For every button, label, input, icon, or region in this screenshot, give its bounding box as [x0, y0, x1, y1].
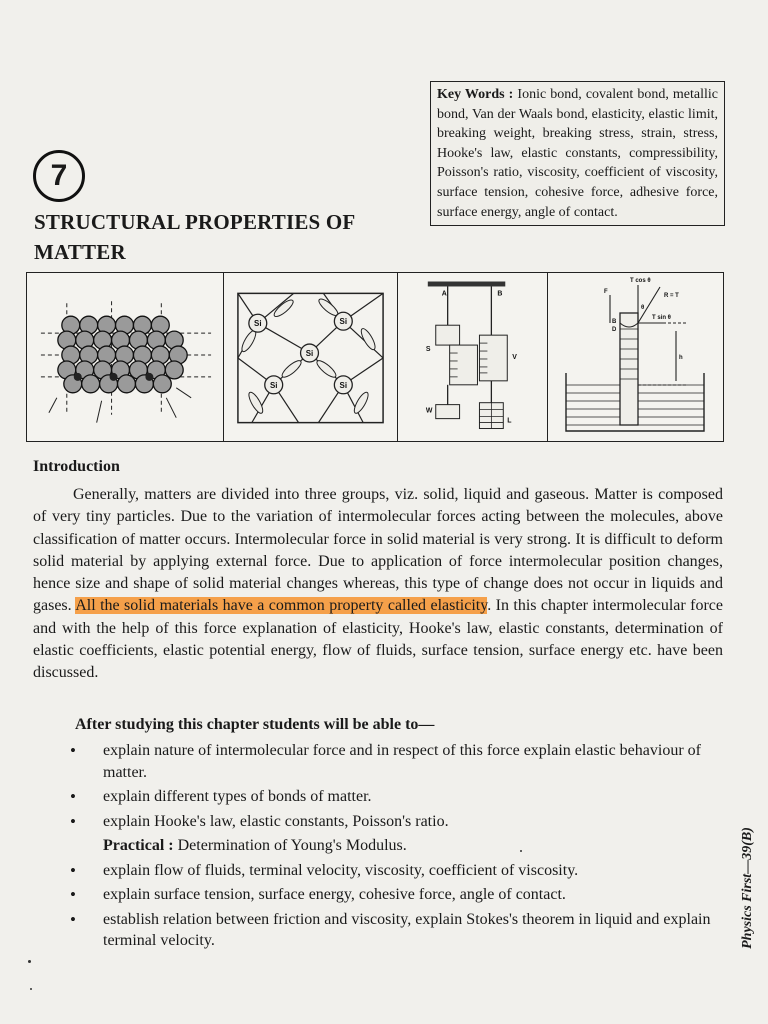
list-item: • explain surface tension, surface energy, cohesive force, angle of contact.: [65, 884, 725, 906]
list-item: • explain flow of fluids, terminal velocity, viscosity, coefficient of viscosity.: [65, 860, 725, 882]
highlighted-sentence: All the solid materials have a common property called elasticity: [75, 597, 488, 615]
crystal-lattice-illustration: [27, 273, 223, 441]
label-theta: θ: [641, 305, 645, 311]
searle-apparatus-illustration: [398, 273, 547, 441]
chapter-number-badge: [33, 150, 85, 202]
chapter-number: 7: [50, 159, 68, 192]
key-words-text: Ionic bond, covalent bond, metallic bond, Van der Waals bond, elasticity, elastic limit, breaking weight, breaking stress, strain, stress, Hooke's law, elastic constants, compressibility, Poisson's ratio, viscosity, coefficient of viscosity, surface tension, cohesive force, adhesive force, surface energy, angle of contact.: [437, 87, 718, 220]
introduction-heading: Introduction: [33, 458, 120, 475]
page-reference: Physics First—39(B): [740, 827, 755, 949]
chapter-title: [34, 207, 414, 267]
capillary-rise-illustration: [548, 273, 722, 441]
label-b: B: [612, 319, 617, 325]
list-item: • explain different types of bonds of matter.: [65, 786, 725, 808]
si-label: Si: [254, 319, 262, 329]
label-l: L: [507, 417, 512, 425]
learning-outcomes-list: [65, 740, 725, 955]
key-words-box: [430, 81, 725, 226]
figure-crystal-lattice: [27, 273, 224, 441]
si-label: Si: [339, 380, 348, 390]
list-item: • establish relation between friction and viscosity, explain Stokes's theorem in liquid and explain terminal velocity.: [65, 909, 725, 952]
label-s: S: [425, 346, 431, 354]
figure-strip: [26, 272, 724, 442]
si-label: Si: [305, 349, 314, 359]
label-t-cos: T cos θ: [630, 278, 651, 284]
label-f: F: [604, 289, 608, 295]
label-r-eq-t: R = T: [664, 293, 679, 299]
scan-speck: [30, 988, 32, 990]
practical-item: [65, 835, 725, 857]
chapter-title-line2: MATTER: [34, 240, 126, 264]
page-footer: [738, 808, 758, 968]
label-t-sin: T sin θ: [652, 315, 671, 321]
scan-speck: [520, 850, 522, 852]
si-label: Si: [269, 380, 278, 390]
list-item: • explain nature of intermolecular force and in respect of this force explain elastic behaviour of matter.: [65, 740, 725, 783]
introduction-paragraph: [33, 484, 723, 685]
learning-outcomes-heading: After studying this chapter students will be able to—: [75, 716, 435, 733]
label-b: B: [497, 290, 503, 298]
label-v: V: [512, 353, 517, 361]
chapter-title-line1: STRUCTURAL PROPERTIES OF: [34, 210, 356, 234]
scan-speck: [28, 960, 31, 963]
practical-label: Practical :: [103, 837, 174, 854]
label-a: A: [441, 290, 447, 298]
key-words-label: Key Words :: [437, 87, 514, 102]
label-h: h: [679, 355, 683, 361]
label-d: D: [612, 327, 617, 333]
list-item: • explain Hooke's law, elastic constants, Poisson's ratio.: [65, 811, 725, 833]
figure-searle-apparatus: [398, 273, 548, 441]
figure-silicon-bonds: [224, 273, 398, 441]
intro-text-start: Generally, matters are divided into three groups, viz. solid, liquid and gaseous. Matter is composed of very tiny particles. Due to the variation of intermolecular forces acting between the molecules, above classification of matter occurs. Intermolecular force in solid material is very strong. It is difficult to deform solid material by applying external force. Due to application of force intermolecular position changes, hence size and shape of solid material changes whereas, this type of change does not occur in liquids and gases.: [33, 486, 723, 615]
silicon-bonds-illustration: [224, 273, 397, 441]
practical-text: Determination of Young's Modulus.: [173, 837, 407, 854]
label-w: W: [425, 407, 433, 415]
intro-text-end: . In this chapter intermolecular force and with the help of this force explanation of elasticity, Hooke's law, elastic constants, determination of elastic coefficients, elastic potential energy, flow of fluids, surface tension, surface energy etc. have been discussed.: [33, 597, 724, 682]
si-label: Si: [339, 317, 348, 327]
figure-capillary-rise: [548, 273, 722, 441]
